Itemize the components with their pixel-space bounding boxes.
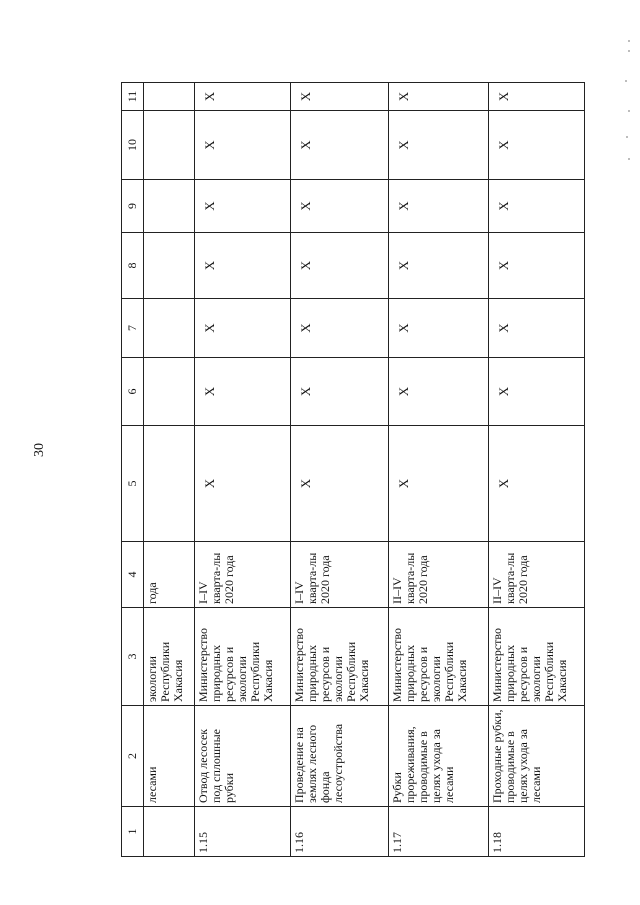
row-executor: Министерство природных ресурсов и экологии Республики Хакасия	[489, 608, 585, 706]
row-mark	[144, 180, 195, 233]
row-mark: X	[489, 83, 585, 111]
row-executor: экологии Республики Хакасия	[144, 608, 195, 706]
row-mark: X	[489, 358, 585, 426]
row-name: Рубки прореживания, проводимые в целях ухода за лесами	[389, 706, 489, 807]
row-period: года	[144, 542, 195, 608]
header-cell: 9	[122, 180, 144, 233]
header-cell: 8	[122, 233, 144, 299]
row-mark	[144, 299, 195, 358]
row-mark	[144, 233, 195, 299]
row-number: 1.15	[195, 807, 291, 857]
row-executor: Министерство природных ресурсов и экологии Республики Хакасия	[195, 608, 291, 706]
row-mark: X	[389, 299, 489, 358]
row-number: 1.16	[291, 807, 389, 857]
header-cell: 6	[122, 358, 144, 426]
row-mark: X	[389, 111, 489, 180]
header-cell: 7	[122, 299, 144, 358]
row-mark	[144, 111, 195, 180]
row-mark: X	[195, 358, 291, 426]
row-mark	[144, 358, 195, 426]
row-name: лесами	[144, 706, 195, 807]
header-cell: 11	[122, 83, 144, 111]
row-mark	[144, 426, 195, 542]
row-name: Проходные рубки, проводимые в целях ухода за лесами	[489, 706, 585, 807]
row-mark: X	[291, 180, 389, 233]
row-mark: X	[195, 299, 291, 358]
row-mark: X	[195, 111, 291, 180]
row-mark: X	[389, 426, 489, 542]
table-row	[489, 83, 585, 857]
row-mark: X	[195, 233, 291, 299]
row-mark: X	[489, 233, 585, 299]
row-mark: X	[489, 426, 585, 542]
header-cell: 4	[122, 542, 144, 608]
header-cell: 10	[122, 111, 144, 180]
row-period: II–IV кварта-лы 2020 года	[489, 542, 585, 608]
row-name: Отвод лесосек под сплошные рубки	[195, 706, 291, 807]
row-mark: X	[389, 83, 489, 111]
row-mark: X	[389, 358, 489, 426]
row-executor: Министерство природных ресурсов и экологии Республики Хакасия	[389, 608, 489, 706]
row-mark: X	[389, 180, 489, 233]
row-number: 1.17	[389, 807, 489, 857]
row-executor: Министерство природных ресурсов и экологии Республики Хакасия	[291, 608, 389, 706]
table-row	[291, 83, 389, 857]
rotated-table-container	[121, 83, 584, 857]
row-mark: X	[489, 111, 585, 180]
row-number: 1.18	[489, 807, 585, 857]
row-mark: X	[291, 426, 389, 542]
row-mark: X	[389, 233, 489, 299]
header-cell: 2	[122, 706, 144, 807]
header-cell: 5	[122, 426, 144, 542]
row-mark: X	[291, 358, 389, 426]
row-mark: X	[195, 180, 291, 233]
table-row	[195, 83, 291, 857]
row-mark: X	[195, 426, 291, 542]
page-number: 30	[32, 443, 47, 457]
scan-artifact-dots	[622, 40, 630, 160]
row-number	[144, 807, 195, 857]
row-period: II–IV кварта-лы 2020 года	[389, 542, 489, 608]
row-mark: X	[291, 233, 389, 299]
table-row	[144, 83, 195, 857]
header-cell: 3	[122, 608, 144, 706]
row-mark: X	[291, 83, 389, 111]
row-period: I–IV кварта-лы 2020 года	[195, 542, 291, 608]
row-period: I–IV кварта-лы 2020 года	[291, 542, 389, 608]
header-row	[122, 83, 144, 857]
row-mark: X	[489, 180, 585, 233]
row-mark: X	[195, 83, 291, 111]
row-mark: X	[291, 111, 389, 180]
row-mark	[144, 83, 195, 111]
row-name: Проведение на землях лесного фонда лесоустройства	[291, 706, 389, 807]
row-mark: X	[291, 299, 389, 358]
header-cell: 1	[122, 807, 144, 857]
table-row	[389, 83, 489, 857]
row-mark: X	[489, 299, 585, 358]
plan-table	[121, 82, 585, 857]
